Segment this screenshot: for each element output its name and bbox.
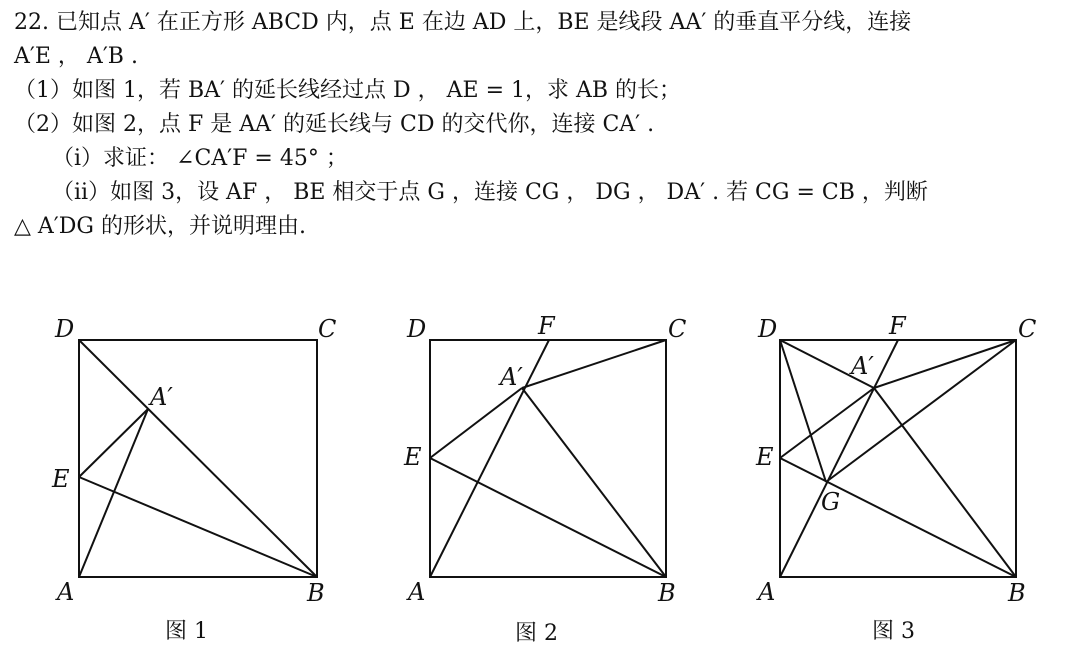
fig3-label-F: F (889, 312, 906, 340)
problem-line-1: 22. 已知点 A′ 在正方形 ABCD 内，点 E 在边 AD 上，BE 是线段 AA′ 的垂直平分线，连接 (14, 10, 912, 35)
figure-1 (51, 315, 336, 644)
figures-area (0, 300, 1080, 662)
fig3-segment-EA1 (780, 388, 874, 458)
fig1-label-A-prime: A′ (150, 383, 173, 411)
fig3-caption: 图 3 (872, 619, 915, 644)
fig1-label-D: D (55, 315, 75, 343)
fig2-label-C: C (668, 315, 687, 343)
fig2-label-A: A (408, 578, 426, 606)
fig2-segment-EB (430, 458, 666, 577)
fig3-segment-AF (780, 340, 898, 577)
fig1-segment-DB (79, 340, 317, 577)
fig2-label-E: E (404, 443, 422, 471)
fig3-label-A: A (758, 578, 776, 606)
fig1-segment-AA1 (79, 409, 148, 577)
figure-2 (403, 312, 686, 646)
fig2-segment-A1B (522, 388, 666, 577)
problem-statement (14, 6, 1072, 244)
fig1-label-C: C (318, 315, 337, 343)
fig2-square (430, 340, 666, 577)
problem-part-2: （2）如图 2，点 F 是 AA′ 的延长线与 CD 的交代你，连接 CA′ . (14, 112, 655, 137)
fig1-caption: 图 1 (165, 619, 208, 644)
fig1-label-B: B (307, 579, 325, 607)
fig1-segment-EA1 (79, 409, 148, 477)
fig3-label-E: E (756, 443, 774, 471)
problem-part-2-ii: （ⅱ）如图 3，设 AF ， BE 相交于点 G ，连接 CG ， DG ， DA′ . 若 CG = CB ，判断 (52, 180, 928, 205)
problem-line-2: A′E ， A′B . (14, 44, 138, 69)
fig3-label-D: D (758, 315, 778, 343)
problem-part-2-ii-cont: △ A′DG 的形状，并说明理由. (14, 214, 306, 239)
problem-part-2-i: （ⅰ）求证： ∠CA′F = 45° ； (52, 146, 348, 171)
fig1-label-E: E (52, 465, 70, 493)
fig1-label-A: A (57, 578, 75, 606)
fig2-label-F: F (538, 312, 555, 340)
fig2-label-D: D (407, 315, 427, 343)
fig2-label-A-prime: A′ (500, 363, 523, 391)
fig1-segment-EB (79, 477, 317, 577)
fig3-label-B: B (1008, 579, 1026, 607)
fig3-segment-EB (780, 458, 1016, 577)
problem-part-1: （1）如图 1，若 BA′ 的延长线经过点 D ， AE = 1，求 AB 的长； (14, 78, 682, 103)
fig2-caption: 图 2 (515, 621, 558, 646)
fig3-label-G: G (821, 488, 841, 516)
fig3-label-C: C (1018, 315, 1037, 343)
figure-3 (755, 312, 1036, 644)
fig3-segment-A1B (874, 388, 1016, 577)
fig2-label-B: B (658, 579, 676, 607)
fig2-segment-AF (430, 340, 549, 577)
fig3-square (780, 340, 1016, 577)
fig3-label-A-prime: A′ (851, 352, 874, 380)
fig2-segment-A1C (522, 340, 666, 388)
